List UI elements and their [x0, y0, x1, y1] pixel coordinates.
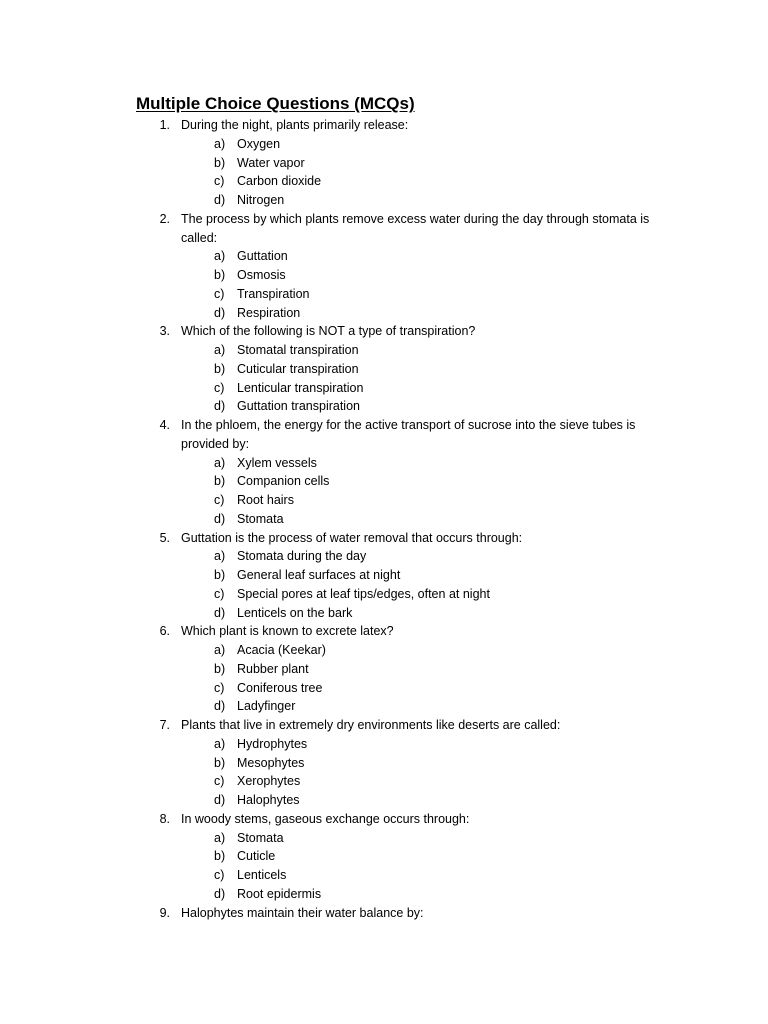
option-text: Stomatal transpiration [237, 343, 359, 357]
option-letter: c) [214, 286, 225, 301]
option-letter: a) [214, 549, 226, 564]
question-number: 4. [159, 418, 170, 432]
option-letter: c) [214, 493, 225, 507]
answer-option [0, 285, 768, 304]
answer-option [0, 754, 768, 773]
answer-option [0, 172, 768, 191]
option-text: Lenticular transpiration [237, 380, 364, 395]
question-text: The process by which plants remove excess water during the day through stomata is called: [181, 211, 650, 245]
option-letter: a) [214, 736, 226, 751]
answer-option [0, 829, 768, 848]
question-text: Which of the following is NOT a type of transpiration? [181, 324, 476, 339]
option-letter: b) [214, 568, 226, 582]
option-letter: d) [214, 886, 226, 901]
question-text: During the night, plants primarily release: [181, 118, 409, 132]
option-letter: d) [214, 699, 226, 714]
question-text: Plants that live in extremely dry environments like deserts are called: [181, 718, 561, 732]
option-text: Coniferous tree [237, 680, 323, 695]
question-item [0, 116, 768, 210]
answer-option [0, 454, 768, 473]
option-text: Oxygen [237, 136, 281, 151]
answer-option [0, 866, 768, 885]
option-letter: b) [214, 661, 226, 676]
option-text: Acacia (Keekar) [237, 643, 326, 657]
question-text: Halophytes maintain their water balance by: [181, 905, 424, 920]
answer-option [0, 735, 768, 754]
answer-option [0, 547, 768, 566]
option-letter: d) [214, 605, 226, 620]
option-letter: b) [214, 268, 226, 282]
answer-option [0, 679, 768, 698]
option-letter: a) [214, 830, 226, 845]
answer-option [0, 379, 768, 398]
answer-option [0, 660, 768, 679]
answer-option [0, 397, 768, 416]
answer-option [0, 472, 768, 491]
question-item [0, 622, 768, 716]
question-item [0, 716, 768, 810]
answer-option [0, 154, 768, 173]
question-item [0, 904, 768, 923]
question-text: In the phloem, the energy for the active transport of sucrose into the sieve tubes is provided by: [181, 418, 636, 451]
option-text: Respiration [237, 305, 301, 320]
answer-option [0, 566, 768, 585]
option-text: Rubber plant [237, 661, 309, 676]
option-letter: a) [214, 455, 226, 470]
answer-option [0, 135, 768, 154]
question-number: 8. [159, 811, 170, 826]
answer-option [0, 697, 768, 716]
option-text: Cuticular transpiration [237, 361, 359, 376]
option-text: Mesophytes [237, 755, 305, 770]
answer-option [0, 491, 768, 510]
question-list [0, 116, 768, 922]
option-text: Guttation [237, 249, 288, 264]
option-letter: a) [214, 249, 226, 264]
question-number: 5. [159, 530, 170, 545]
option-text: Stomata [237, 830, 284, 845]
option-list [0, 454, 768, 529]
option-list [0, 135, 768, 210]
question-number: 6. [159, 624, 170, 639]
option-letter: c) [214, 868, 225, 882]
question-item [0, 210, 768, 323]
answer-option [0, 772, 768, 791]
option-text: Stomata [237, 511, 284, 526]
answer-option [0, 604, 768, 623]
option-letter: c) [214, 774, 225, 789]
option-letter: a) [214, 343, 226, 357]
question-text: In woody stems, gaseous exchange occurs through: [181, 811, 470, 826]
option-text: Hydrophytes [237, 736, 308, 751]
question-number: 2. [159, 211, 170, 226]
option-list [0, 735, 768, 810]
option-letter: a) [214, 136, 226, 151]
option-text: Ladyfinger [237, 699, 296, 714]
option-text: Xylem vessels [237, 455, 317, 470]
option-text: Nitrogen [237, 193, 285, 207]
option-letter: c) [214, 680, 225, 695]
answer-option [0, 885, 768, 904]
option-text: Root epidermis [237, 886, 322, 901]
option-text: Osmosis [237, 268, 286, 282]
answer-option [0, 191, 768, 210]
option-letter: d) [214, 399, 226, 414]
option-text: Companion cells [237, 474, 330, 489]
option-text: Guttation transpiration [237, 399, 360, 414]
option-text: Carbon dioxide [237, 174, 322, 189]
question-item [0, 529, 768, 623]
question-number: 3. [159, 324, 170, 339]
option-letter: d) [214, 305, 226, 320]
option-list [0, 247, 768, 322]
option-letter: a) [214, 643, 226, 657]
option-text: Special pores at leaf tips/edges, often at night [237, 586, 490, 601]
option-letter: d) [214, 193, 226, 207]
answer-option [0, 585, 768, 604]
question-item [0, 322, 768, 416]
answer-option [0, 304, 768, 323]
question-text: Guttation is the process of water removal that occurs through: [181, 530, 523, 545]
option-letter: d) [214, 511, 226, 526]
option-text: Xerophytes [237, 774, 301, 789]
question-number: 7. [159, 718, 170, 732]
option-letter: b) [214, 474, 226, 489]
question-item [0, 416, 768, 529]
question-number: 9. [159, 905, 170, 920]
option-letter: b) [214, 361, 226, 376]
option-list [0, 829, 768, 904]
option-letter: b) [214, 155, 226, 170]
answer-option [0, 791, 768, 810]
option-letter: b) [214, 849, 226, 864]
option-text: Transpiration [237, 286, 310, 301]
question-number: 1. [159, 118, 170, 132]
question-text: Which plant is known to excrete latex? [181, 624, 394, 639]
option-letter: c) [214, 586, 225, 601]
option-list [0, 341, 768, 416]
option-letter: b) [214, 755, 226, 770]
answer-option [0, 341, 768, 360]
option-text: General leaf surfaces at night [237, 568, 401, 582]
option-text: Water vapor [237, 155, 305, 170]
option-text: Stomata during the day [237, 549, 367, 564]
option-text: Root hairs [237, 493, 294, 507]
option-list [0, 641, 768, 716]
option-text: Lenticels [237, 868, 287, 882]
option-letter: d) [214, 793, 226, 807]
answer-option [0, 360, 768, 379]
option-text: Lenticels on the bark [237, 605, 353, 620]
option-text: Cuticle [237, 849, 276, 864]
option-letter: c) [214, 174, 225, 189]
page-title: Multiple Choice Questions (MCQs) [136, 94, 415, 113]
answer-option [0, 266, 768, 285]
answer-option [0, 641, 768, 660]
option-list [0, 547, 768, 622]
option-letter: c) [214, 380, 225, 395]
option-text: Halophytes [237, 793, 300, 807]
answer-option [0, 510, 768, 529]
answer-option [0, 247, 768, 266]
question-item [0, 810, 768, 904]
answer-option [0, 847, 768, 866]
